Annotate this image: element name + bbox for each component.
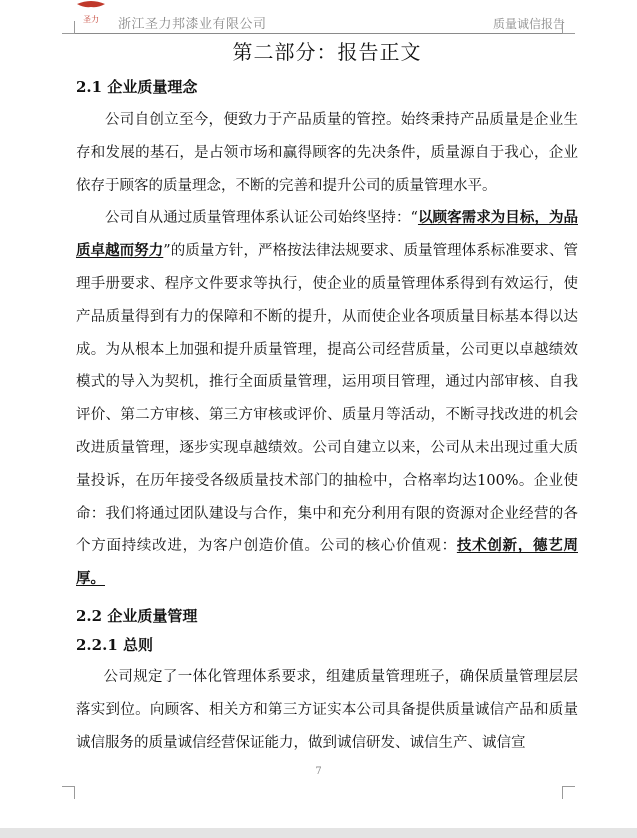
quality-policy-emphasis: 以顾客需求为目标，为品质卓越而努力 [76, 209, 578, 260]
page-header [0, 0, 637, 34]
crop-mark-bottom-left [62, 786, 75, 799]
section-heading-2-2: 2.2 企业质量管理 [76, 606, 198, 625]
section-heading-2-1: 2.1 企业质量理念 [76, 78, 198, 96]
company-logo [74, 0, 108, 26]
crop-mark-top-left [62, 21, 75, 34]
page-number: 7 [315, 766, 322, 777]
logo-text: 圣力 [83, 15, 99, 24]
section-heading-2-2-1: 2.2.1 总则 [76, 635, 153, 654]
crop-mark-top-right [562, 21, 575, 34]
part-title: 第二部分：报告正文 [232, 40, 422, 64]
policy-intro-text: 公司自从通过质量管理体系认证公司始终坚持：“ [105, 210, 418, 227]
paragraph-quality-policy [76, 202, 578, 596]
page-bottom-edge [0, 828, 637, 838]
report-name: 质量诚信报告 [492, 17, 565, 31]
paragraph-quality-concept: 公司自创立至今，便致力于产品质量的管控。始终秉持产品质量是企业生存和发展的基石，是占领市场和赢得顾客的先决条件，质量源自于我心，企业依存于顾客的质量理念，不断的完善和提升公司的质量管理水平。 [76, 112, 578, 194]
paragraph-general-principles: 公司规定了一体化管理体系要求，组建质量管理班子，确保质量管理层层落实到位。向顾客、相关方和第三方证实本公司具备提供质量诚信产品和质量诚信服务的质量诚信经营保证能力，做到诚信研发、诚信生产、诚信宣 [76, 668, 578, 751]
policy-body-text: ”的质量方针，严格按法律法规要求、质量管理体系标准要求、管理手册要求、程序文件要求等执行，使企业的质量管理体系得到有效运行，使产品质量得到有力的保障和不断的提升，从而使企业各项质量目标基本得以达成。为从根本上加强和提升质量管理，提高公司经营质量，公司更以卓越绩效模式的导入为契机，推行全面质量管理，运用项目管理，通过内部审核、自我评价、第二方审核、第三方审核或评价、质量月等活动，不断寻找改进的机会改进质量管理，逐步实现卓越绩效。公司自建立以来，公司从未出现过重大质量投诉，在历年接受各级质量技术部门的抽检中，合格率均达100%。企业使命：我们将通过团队建设与合作，集中和充分利用有限的资源对企业经营的各个方面持续改进，为客户创造价值。公司的核心价值观： [76, 243, 578, 555]
company-name: 浙江圣力邦漆业有限公司 [118, 16, 267, 31]
crop-mark-bottom-right [562, 786, 575, 799]
header-rule [74, 33, 563, 34]
core-values-emphasis: 技术创新，德艺周厚。 [76, 537, 578, 588]
document-body [76, 36, 578, 759]
